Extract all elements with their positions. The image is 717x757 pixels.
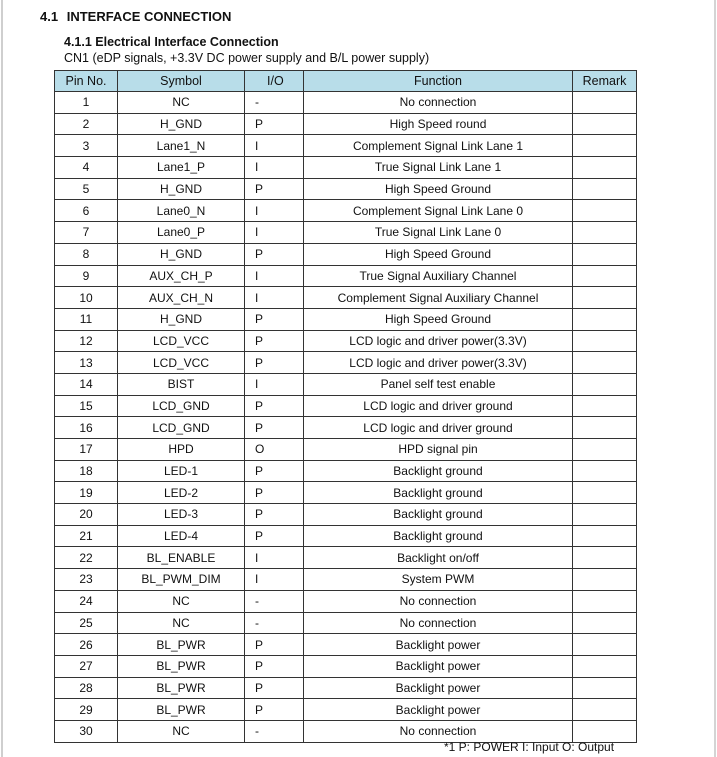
pin-number-cell: 23 — [55, 569, 118, 591]
function-cell: LCD logic and driver power(3.3V) — [304, 330, 573, 352]
table-row — [55, 482, 637, 504]
table-row — [55, 265, 637, 287]
function-cell: Backlight power — [304, 699, 573, 721]
symbol-cell: LED-4 — [118, 525, 245, 547]
pin-number-cell: 2 — [55, 113, 118, 135]
table-row — [55, 655, 637, 677]
pin-number-cell: 4 — [55, 157, 118, 179]
table-row — [55, 113, 637, 135]
io-legend-footnote: *1 P: POWER I: Input O: Output — [444, 740, 615, 754]
symbol-cell: LCD_GND — [118, 417, 245, 439]
io-type-cell: P — [245, 504, 304, 526]
io-type-cell: P — [245, 417, 304, 439]
io-type-cell: P — [245, 460, 304, 482]
table-row — [55, 417, 637, 439]
function-cell: System PWM — [304, 569, 573, 591]
pin-number-cell: 13 — [55, 352, 118, 374]
table-row — [55, 720, 637, 742]
pin-number-cell: 26 — [55, 634, 118, 656]
table-row — [55, 287, 637, 309]
remark-cell — [573, 92, 637, 114]
remark-cell — [573, 157, 637, 179]
column-header-symbol: Symbol — [118, 71, 245, 92]
symbol-cell: Lane1_N — [118, 135, 245, 157]
pin-number-cell: 20 — [55, 504, 118, 526]
function-cell: Backlight on/off — [304, 547, 573, 569]
symbol-cell: BL_PWR — [118, 699, 245, 721]
pin-number-cell: 7 — [55, 222, 118, 244]
remark-cell — [573, 547, 637, 569]
table-row — [55, 612, 637, 634]
io-type-cell: - — [245, 590, 304, 612]
io-type-cell: P — [245, 330, 304, 352]
pin-number-cell: 8 — [55, 243, 118, 265]
symbol-cell: LED-3 — [118, 504, 245, 526]
io-type-cell: P — [245, 634, 304, 656]
symbol-cell: H_GND — [118, 178, 245, 200]
remark-cell — [573, 720, 637, 742]
pin-number-cell: 28 — [55, 677, 118, 699]
io-type-cell: I — [245, 287, 304, 309]
function-cell: LCD logic and driver ground — [304, 417, 573, 439]
column-header-io: I/O — [245, 71, 304, 92]
remark-cell — [573, 590, 637, 612]
remark-cell — [573, 222, 637, 244]
function-cell: Backlight power — [304, 634, 573, 656]
section-heading — [40, 9, 231, 24]
function-cell: Backlight ground — [304, 525, 573, 547]
io-type-cell: P — [245, 482, 304, 504]
symbol-cell: HPD — [118, 439, 245, 461]
function-cell: No connection — [304, 612, 573, 634]
io-type-cell: I — [245, 157, 304, 179]
page-edge-right — [714, 0, 716, 757]
pin-number-cell: 15 — [55, 395, 118, 417]
symbol-cell: H_GND — [118, 308, 245, 330]
symbol-cell: AUX_CH_P — [118, 265, 245, 287]
function-cell: No connection — [304, 590, 573, 612]
io-type-cell: P — [245, 677, 304, 699]
remark-cell — [573, 287, 637, 309]
function-cell: HPD signal pin — [304, 439, 573, 461]
function-cell: True Signal Auxiliary Channel — [304, 265, 573, 287]
symbol-cell: LED-1 — [118, 460, 245, 482]
io-type-cell: I — [245, 547, 304, 569]
pin-assignment-table — [54, 70, 637, 743]
column-header-pin: Pin No. — [55, 71, 118, 92]
io-type-cell: I — [245, 569, 304, 591]
pin-number-cell: 1 — [55, 92, 118, 114]
pin-number-cell: 25 — [55, 612, 118, 634]
table-row — [55, 222, 637, 244]
io-type-cell: P — [245, 655, 304, 677]
function-cell: Backlight ground — [304, 460, 573, 482]
pin-number-cell: 10 — [55, 287, 118, 309]
table-row — [55, 525, 637, 547]
pin-number-cell: 17 — [55, 439, 118, 461]
remark-cell — [573, 135, 637, 157]
io-type-cell: - — [245, 612, 304, 634]
io-type-cell: P — [245, 178, 304, 200]
pin-number-cell: 11 — [55, 308, 118, 330]
function-cell: No connection — [304, 92, 573, 114]
io-type-cell: I — [245, 222, 304, 244]
symbol-cell: BL_PWM_DIM — [118, 569, 245, 591]
pin-number-cell: 16 — [55, 417, 118, 439]
remark-cell — [573, 330, 637, 352]
function-cell: Backlight power — [304, 655, 573, 677]
pin-number-cell: 12 — [55, 330, 118, 352]
table-row — [55, 330, 637, 352]
section-number: 4.1 — [40, 9, 59, 24]
pin-number-cell: 14 — [55, 373, 118, 395]
function-cell: Backlight ground — [304, 482, 573, 504]
table-row — [55, 308, 637, 330]
io-type-cell: O — [245, 439, 304, 461]
remark-cell — [573, 417, 637, 439]
symbol-cell: LED-2 — [118, 482, 245, 504]
function-cell: LCD logic and driver power(3.3V) — [304, 352, 573, 374]
io-type-cell: P — [245, 352, 304, 374]
table-row — [55, 677, 637, 699]
table-row — [55, 157, 637, 179]
function-cell: High Speed Ground — [304, 178, 573, 200]
io-type-cell: P — [245, 243, 304, 265]
page-edge-left — [1, 0, 3, 757]
io-type-cell: - — [245, 92, 304, 114]
remark-cell — [573, 113, 637, 135]
pin-number-cell: 22 — [55, 547, 118, 569]
remark-cell — [573, 504, 637, 526]
table-row — [55, 547, 637, 569]
function-cell: Backlight ground — [304, 504, 573, 526]
table-row — [55, 569, 637, 591]
table-row — [55, 460, 637, 482]
remark-cell — [573, 612, 637, 634]
column-header-remark: Remark — [573, 71, 637, 92]
function-cell: True Signal Link Lane 0 — [304, 222, 573, 244]
function-cell: High Speed round — [304, 113, 573, 135]
remark-cell — [573, 439, 637, 461]
symbol-cell: H_GND — [118, 243, 245, 265]
io-type-cell: I — [245, 373, 304, 395]
pin-number-cell: 29 — [55, 699, 118, 721]
pin-number-cell: 24 — [55, 590, 118, 612]
pin-number-cell: 19 — [55, 482, 118, 504]
io-type-cell: P — [245, 395, 304, 417]
table-row — [55, 373, 637, 395]
table-row — [55, 352, 637, 374]
symbol-cell: BIST — [118, 373, 245, 395]
remark-cell — [573, 699, 637, 721]
io-type-cell: P — [245, 525, 304, 547]
io-type-cell: - — [245, 720, 304, 742]
function-cell: Panel self test enable — [304, 373, 573, 395]
table-row — [55, 243, 637, 265]
symbol-cell: AUX_CH_N — [118, 287, 245, 309]
symbol-cell: LCD_VCC — [118, 330, 245, 352]
remark-cell — [573, 308, 637, 330]
io-type-cell: I — [245, 265, 304, 287]
function-cell: True Signal Link Lane 1 — [304, 157, 573, 179]
remark-cell — [573, 395, 637, 417]
function-cell: Complement Signal Link Lane 0 — [304, 200, 573, 222]
remark-cell — [573, 655, 637, 677]
table-row — [55, 439, 637, 461]
symbol-cell: NC — [118, 590, 245, 612]
remark-cell — [573, 677, 637, 699]
symbol-cell: BL_PWR — [118, 655, 245, 677]
section-title: INTERFACE CONNECTION — [66, 9, 232, 24]
remark-cell — [573, 352, 637, 374]
table-row — [55, 92, 637, 114]
symbol-cell: NC — [118, 720, 245, 742]
function-cell: High Speed Ground — [304, 308, 573, 330]
pin-number-cell: 9 — [55, 265, 118, 287]
function-cell: High Speed Ground — [304, 243, 573, 265]
symbol-cell: Lane0_P — [118, 222, 245, 244]
table-row — [55, 634, 637, 656]
table-caption: CN1 (eDP signals, +3.3V DC power supply and B/L power supply) — [64, 51, 430, 65]
symbol-cell: H_GND — [118, 113, 245, 135]
io-type-cell: P — [245, 699, 304, 721]
pin-number-cell: 27 — [55, 655, 118, 677]
symbol-cell: BL_ENABLE — [118, 547, 245, 569]
remark-cell — [573, 178, 637, 200]
remark-cell — [573, 200, 637, 222]
table-row — [55, 178, 637, 200]
pin-number-cell: 18 — [55, 460, 118, 482]
table-header-row — [55, 71, 637, 92]
remark-cell — [573, 634, 637, 656]
table-row — [55, 135, 637, 157]
io-type-cell: P — [245, 113, 304, 135]
symbol-cell: Lane0_N — [118, 200, 245, 222]
table-row — [55, 395, 637, 417]
io-type-cell: I — [245, 135, 304, 157]
remark-cell — [573, 373, 637, 395]
pin-number-cell: 30 — [55, 720, 118, 742]
function-cell: Backlight power — [304, 677, 573, 699]
remark-cell — [573, 460, 637, 482]
remark-cell — [573, 265, 637, 287]
io-type-cell: I — [245, 200, 304, 222]
symbol-cell: NC — [118, 92, 245, 114]
column-header-function: Function — [304, 71, 573, 92]
symbol-cell: BL_PWR — [118, 677, 245, 699]
table-row — [55, 590, 637, 612]
pin-number-cell: 6 — [55, 200, 118, 222]
remark-cell — [573, 569, 637, 591]
remark-cell — [573, 482, 637, 504]
table-row — [55, 504, 637, 526]
symbol-cell: BL_PWR — [118, 634, 245, 656]
symbol-cell: NC — [118, 612, 245, 634]
table-row — [55, 699, 637, 721]
table-row — [55, 200, 637, 222]
symbol-cell: LCD_VCC — [118, 352, 245, 374]
symbol-cell: LCD_GND — [118, 395, 245, 417]
remark-cell — [573, 243, 637, 265]
subsection-heading: 4.1.1 Electrical Interface Connection — [64, 35, 279, 49]
io-type-cell: P — [245, 308, 304, 330]
function-cell: Complement Signal Link Lane 1 — [304, 135, 573, 157]
remark-cell — [573, 525, 637, 547]
function-cell: Complement Signal Auxiliary Channel — [304, 287, 573, 309]
symbol-cell: Lane1_P — [118, 157, 245, 179]
pin-number-cell: 21 — [55, 525, 118, 547]
pin-number-cell: 5 — [55, 178, 118, 200]
pin-number-cell: 3 — [55, 135, 118, 157]
function-cell: LCD logic and driver ground — [304, 395, 573, 417]
function-cell: No connection — [304, 720, 573, 742]
